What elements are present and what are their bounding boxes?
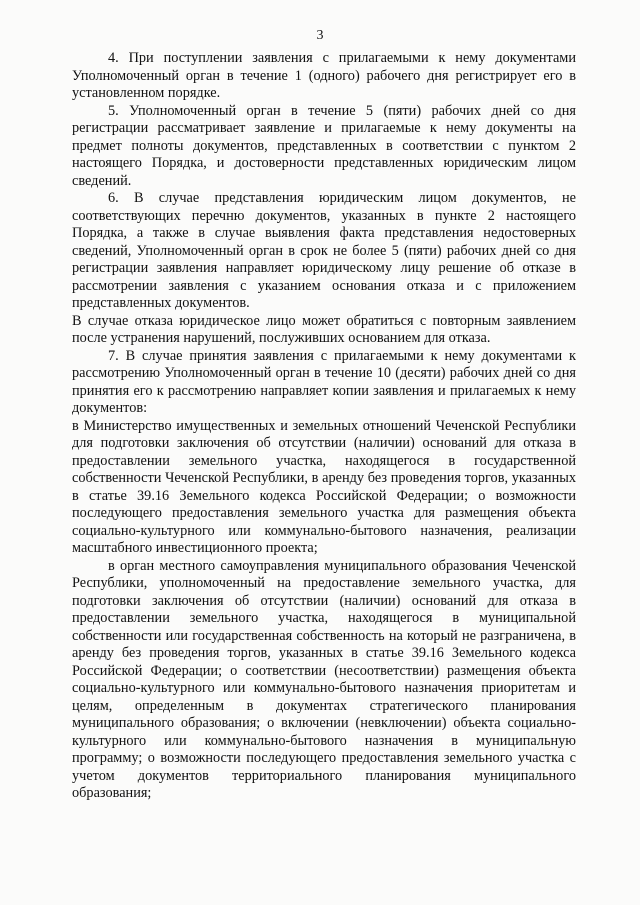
- paragraph-item-5: 5. Уполномоченный орган в течение 5 (пяти) рабочих дней со дня регистрации рассматривает заявление и прилагаемые к нему документы на предмет полноты документов, представленных в соответствии с пунктом 2 настоящего Порядка, и достоверности представленных юридическим лицом сведений.: [72, 102, 576, 189]
- document-body: [72, 50, 576, 803]
- paragraph-item-7: 7. В случае принятия заявления с прилагаемыми к нему документами к рассмотрению Уполномоченный орган в течение 10 (десяти) рабочих дней со дня принятия его к рассмотрению направляет копии заявления и прилагаемых к нему документов:: [72, 347, 576, 416]
- page-number: 3: [316, 28, 324, 43]
- paragraph-ministry: в Министерство имущественных и земельных отношений Чеченской Республики для подготовки заключения об отсутствии (наличии) оснований для отказа в предоставлении земельного участка, находящегося в государственной собственности Чеченской Республики, в аренду без проведения торгов, указанных в статье 39.16 Земельного кодекса Российской Федерации; о возможности последующего предоставления земельного участка для размещения объекта социально-культурного или коммунально-бытового назначения, реализации масштабного инвестиционного проекта;: [72, 417, 576, 556]
- paragraph-item-6: 6. В случае представления юридическим лицом документов, не соответствующих перечню документов, указанных в пункте 2 настоящего Порядка, а также в случае выявления факта представления недостоверных сведений, Уполномоченный орган в срок не более 5 (пяти) рабочих дней со дня регистрации заявления направляет юридическому лицу решение об отказе в рассмотрении заявления с указанием основания отказа и с приложением представленных документов.: [72, 190, 576, 311]
- paragraph-local-government: в орган местного самоуправления муниципального образования Чеченской Республики, уполномоченный на предоставление земельного участка, для подготовки заключения об отсутствии (наличии) оснований для отказа в предоставлении земельного участка, находящегося в муниципальной собственности или государственная собственность на который не разграничена, в аренду без проведения торгов, указанных в статье 39.16 Земельного кодекса Российской Федерации; о соответствии (несоответствии) размещения объекта социально-культурного или коммунально-бытового назначения приоритетам и целям, определенным в документах стратегического планирования муниципального образования; о включении (невключении) объекта социально-культурного или коммунально-бытового назначения в муниципальную программу; о возможности последующего предоставления земельного участка с учетом документов территориального планирования муниципального образования;: [72, 557, 576, 801]
- paragraph-refusal-note: В случае отказа юридическое лицо может обратиться с повторным заявлением после устранения нарушений, послуживших основанием для отказа.: [72, 312, 576, 346]
- paragraph-item-4: 4. При поступлении заявления с прилагаемыми к нему документами Уполномоченный орган в течение 1 (одного) рабочего дня регистрирует его в установленном порядке.: [72, 50, 576, 101]
